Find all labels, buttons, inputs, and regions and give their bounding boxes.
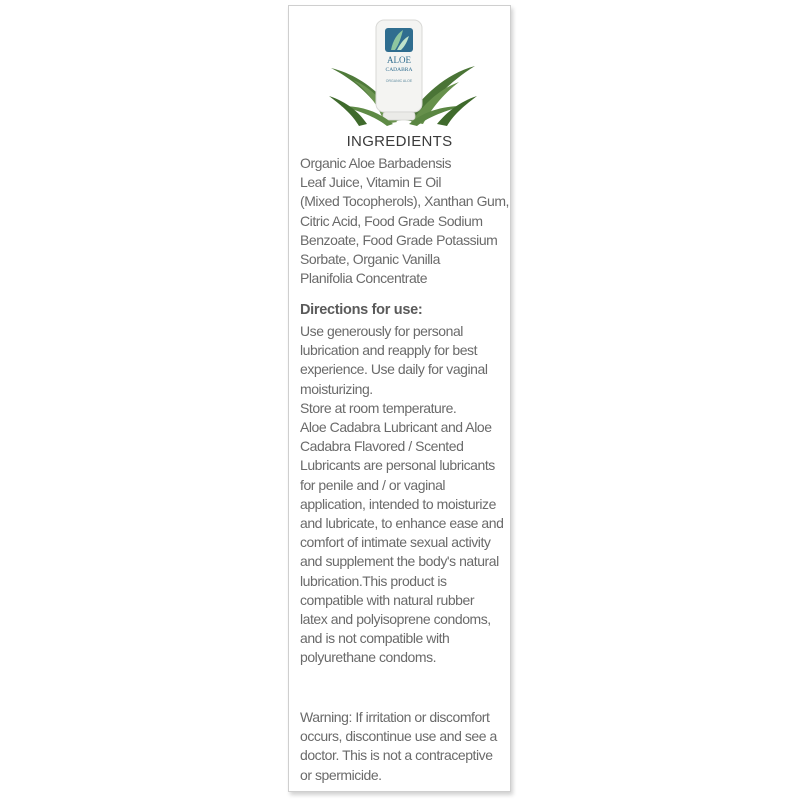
directions-line: comfort of intimate sexual activity [300,534,491,551]
directions-title: Directions for use: [300,302,423,318]
ingredients-line: Citric Acid, Food Grade Sodium [300,212,483,229]
ingredients-line: Sorbate, Organic Vanilla [300,251,440,268]
ingredients-line: Leaf Juice, Vitamin E Oil [300,174,442,191]
ingredients-line: (Mixed Tocopherols), Xanthan Gum, [300,193,509,210]
directions-line: experience. Use daily for vaginal [300,361,488,378]
warning-line: Warning: If irritation or discomfort [300,709,490,725]
directions-line: for penile and / or vaginal [300,476,446,493]
warning-text [300,708,506,785]
warning-line: doctor. This is not a contraceptive [300,747,493,764]
directions-line: and is not compatible with [300,630,450,647]
brand-line2: CADABRA [385,67,413,73]
directions-line: lubrication and reapply for best [300,342,478,359]
brand-line1: ALOE [387,55,411,65]
ingredients-line: Planifolia Concentrate [300,270,428,287]
directions-line: Lubricants are personal lubricants [300,457,495,474]
ingredients-list [300,154,509,288]
directions-line: compatible with natural rubber [300,591,475,608]
directions-line: latex and polyisoprene condoms, [300,611,491,628]
directions-line: lubrication.This product is [300,572,447,589]
aloe-bottle-illustration [323,16,481,126]
brand-tagline: ORGANIC ALOE [385,79,413,83]
warning-line: or spermicide. [300,766,382,783]
directions-line: Use generously for personal [300,323,463,339]
ingredients-line: Organic Aloe Barbadensis [300,155,452,171]
directions-line: polyurethane condoms. [300,649,437,666]
directions-line: and lubricate, to enhance ease and [300,515,504,532]
directions-line: moisturizing. [300,380,373,397]
directions-line: application, intended to moisturize [300,495,496,512]
directions-line: Cadabra Flavored / Scented [300,438,464,455]
warning-line: occurs, discontinue use and see a [300,728,497,745]
product-image [323,16,481,126]
product-info-card [288,5,511,792]
ingredients-line: Benzoate, Food Grade Potassium [300,231,498,248]
directions-text [300,322,506,668]
directions-line: Aloe Cadabra Lubricant and Aloe [300,419,492,436]
directions-line: and supplement the body's natural [300,553,499,570]
ingredients-heading: INGREDIENTS [346,133,453,150]
directions-line: Store at room temperature. [300,399,457,416]
